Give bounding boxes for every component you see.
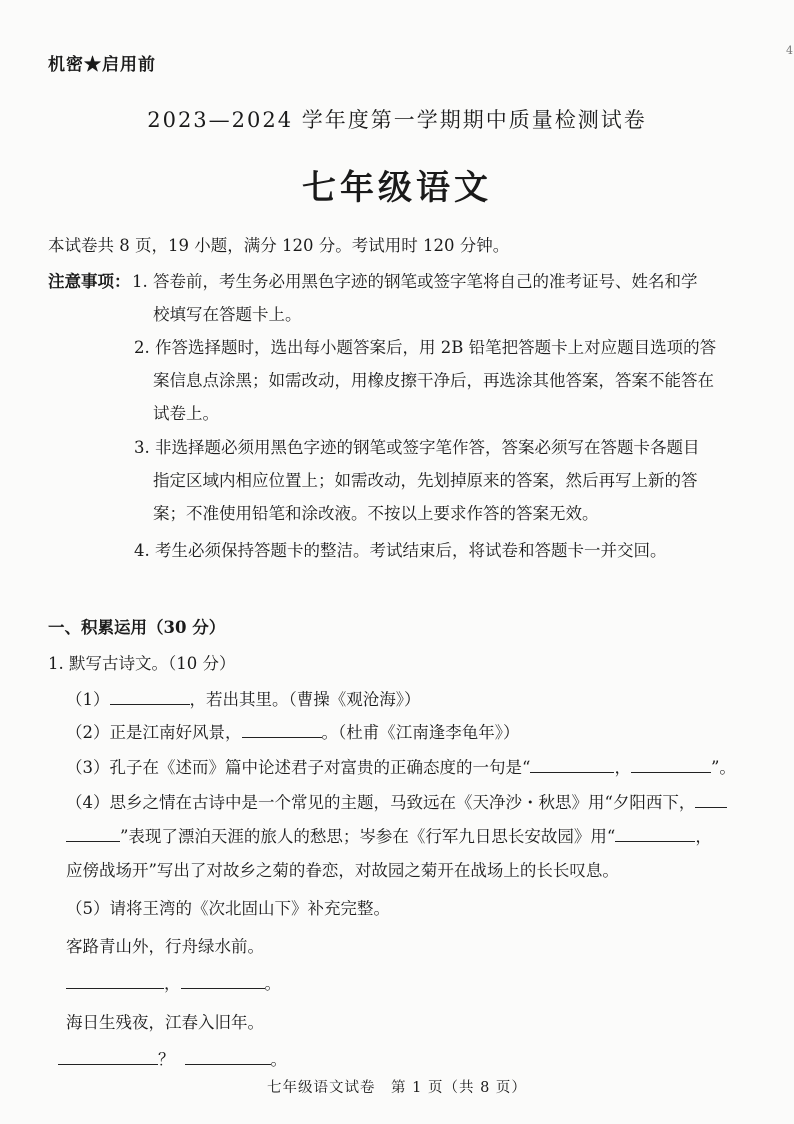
page-corner-mark: 4 <box>786 44 793 57</box>
section-heading: 一、积累运用（30 分） <box>48 618 226 637</box>
exam-title: 2023—2024 学年度第一学期期中质量检测试卷 <box>147 108 647 132</box>
question-1-part-4-line-3: 应傍战场开”写出了对故乡之菊的眷恋，对故园之菊开在战场上的长长叹息。 <box>66 861 619 880</box>
note-3-line-3: 案；不准使用铅笔和涂改液。不按以上要求作答的答案无效。 <box>153 504 599 523</box>
answer-blank[interactable] <box>631 758 711 773</box>
question-1-part-1 <box>66 686 421 710</box>
part-1-text: ，若出其里。（曹操《观沧海》） <box>189 690 421 709</box>
note-4-line-1: 4. 考生必须保持答题卡的整洁。考试结束后，将试卷和答题卡一并交回。 <box>134 541 667 560</box>
question-1-part-4-line-1 <box>66 789 727 813</box>
part-3-mid: ， <box>614 758 631 777</box>
part-1-number: （1） <box>66 690 110 709</box>
part-4-line-1-text: （4）思乡之情在古诗中是一个常见的主题，马致远在《天净沙・秋思》用“夕阳西下， <box>66 793 696 812</box>
note-2-line-1: 2. 作答选择题时，选出每小题答案后，用 2B 铅笔把答题卡上对应题目选项的答 <box>134 338 717 357</box>
question-1-part-3 <box>66 754 736 778</box>
note-1-line-1: 1. 答卷前，考生务必用黑色字迹的钢笔或签字笔将自己的准考证号、姓名和学 <box>132 272 698 291</box>
poem-line-2 <box>66 970 281 994</box>
subject-title: 七年级语文 <box>302 168 492 208</box>
page-footer: 七年级语文试卷 第 1 页（共 8 页） <box>267 1080 527 1096</box>
poem-line-3: 海日生残夜，江春入旧年。 <box>66 1013 264 1032</box>
poem-line-4 <box>58 1046 287 1070</box>
question-1-part-5: （5）请将王湾的《次北固山下》补充完整。 <box>66 899 390 918</box>
poem-line-1: 客路青山外，行舟绿水前。 <box>66 937 264 956</box>
answer-blank[interactable] <box>185 1050 271 1065</box>
answer-blank[interactable] <box>58 1050 158 1065</box>
part-4-line-2-text: ”表现了漂泊天涯的旅人的愁思；岑参在《行军九日思长安故园》用“ <box>120 827 616 846</box>
part-3-text: （3）孔子在《述而》篇中论述君子对富贵的正确态度的一句是“ <box>66 758 531 777</box>
answer-blank[interactable] <box>695 793 727 808</box>
confidential-mark: 机密★启用前 <box>48 55 156 75</box>
answer-blank[interactable] <box>530 758 614 773</box>
poem-line-4-mid: ？ <box>158 1050 175 1069</box>
poem-line-4-end: 。 <box>270 1050 287 1069</box>
answer-blank[interactable] <box>615 827 695 842</box>
note-1-line-2: 校填写在答题卡上。 <box>153 305 302 324</box>
notes-label: 注意事项： <box>48 272 131 291</box>
poem-line-2-end: 。 <box>264 974 281 993</box>
part-4-line-2-end: ， <box>695 827 712 846</box>
note-3-line-2: 指定区域内相应位置上；如需改动，先划掉原来的答案，然后再写上新的答 <box>153 471 698 490</box>
answer-blank[interactable] <box>66 827 120 842</box>
answer-blank[interactable] <box>110 690 190 705</box>
question-1-part-2 <box>66 719 520 743</box>
poem-line-2-mid: ， <box>164 974 181 993</box>
note-3-line-1: 3. 非选择题必须用黑色字迹的钢笔或签字笔作答，答案必须写在答题卡各题目 <box>134 438 700 457</box>
note-2-line-3: 试卷上。 <box>153 404 219 423</box>
part-2-tail: 。（杜甫《江南逢李龟年》） <box>321 723 520 742</box>
answer-blank[interactable] <box>242 723 322 738</box>
question-1-part-4-line-2 <box>66 823 712 847</box>
answer-blank[interactable] <box>181 974 265 989</box>
part-3-tail: ”。 <box>710 758 736 777</box>
question-1-title: 1. 默写古诗文。（10 分） <box>48 654 236 673</box>
note-2-line-2: 案信息点涂黑；如需改动，用橡皮擦干净后，再选涂其他答案，答案不能答在 <box>153 371 714 390</box>
exam-intro: 本试卷共 8 页，19 小题，满分 120 分。考试用时 120 分钟。 <box>48 236 510 255</box>
answer-blank[interactable] <box>66 974 164 989</box>
part-2-text: （2）正是江南好风景， <box>66 723 242 742</box>
